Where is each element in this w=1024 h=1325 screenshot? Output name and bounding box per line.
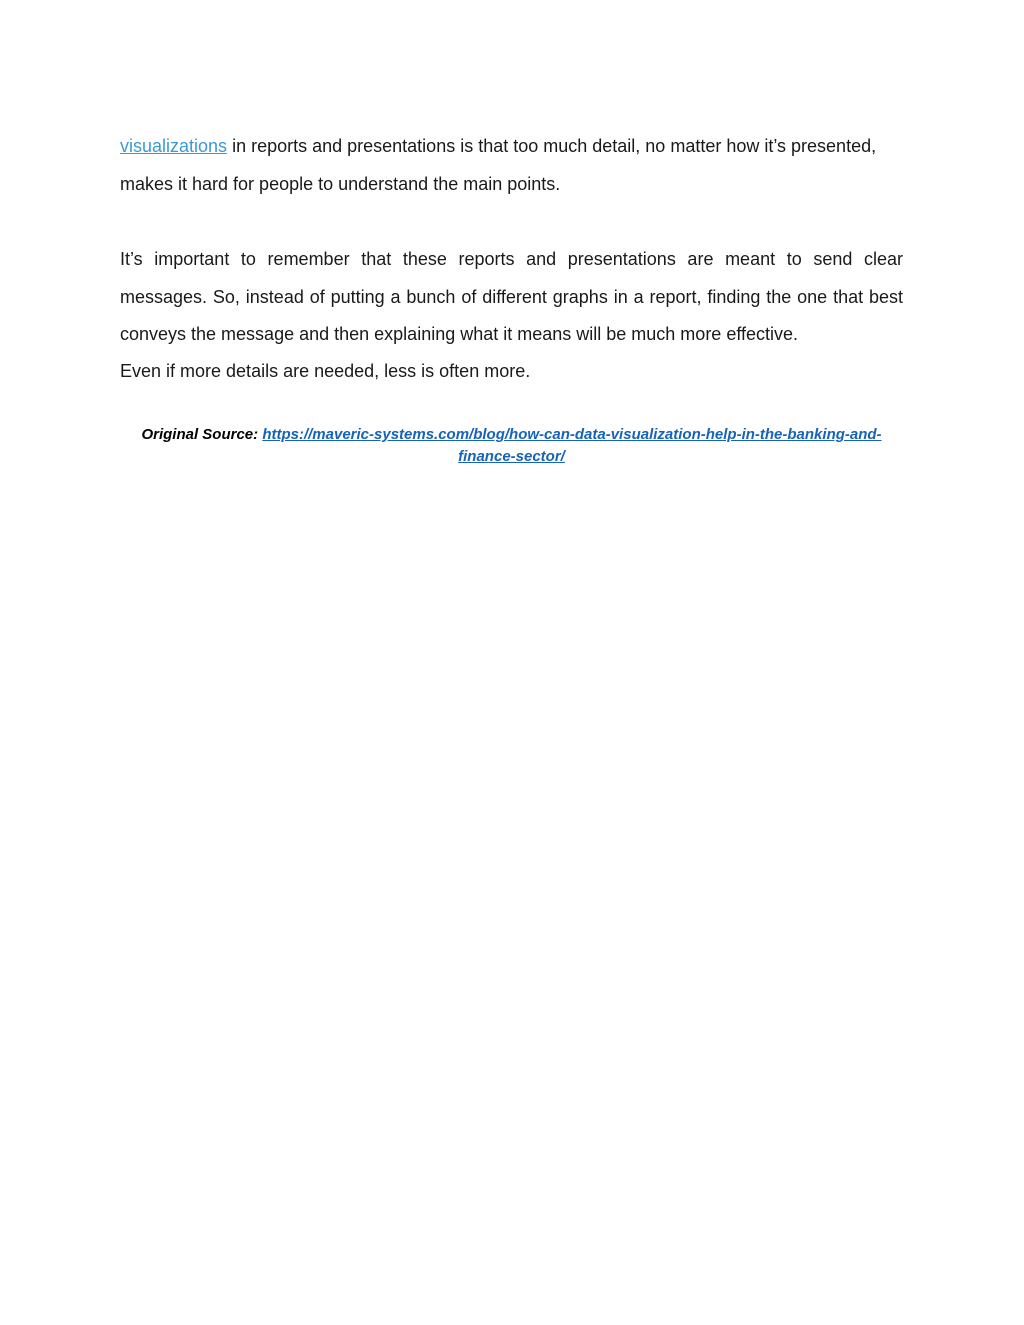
source-label: Original Source: xyxy=(141,426,259,443)
paragraph-clear-messages: It’s important to remember that these reports and presentations are meant to send clear messages. So, instead of putting a bunch of different graphs in a report, finding the one that best conveys the message and then explaining what it means will be much more effective. xyxy=(120,249,903,344)
source-citation xyxy=(120,424,903,468)
source-url-link[interactable]: https://maveric-systems.com/blog/how-can-data-visualization-help-in-the-banking-and-finance-sector/ xyxy=(262,426,882,465)
paragraph-text: in reports and presentations is that too much detail, no matter how it’s presented, makes it hard for people to understand the main points. xyxy=(120,136,877,194)
paragraph-visualizations xyxy=(120,128,903,203)
paragraph-less-is-more: Even if more details are needed, less is often more. xyxy=(120,361,531,381)
visualizations-link[interactable]: visualizations xyxy=(120,136,228,156)
